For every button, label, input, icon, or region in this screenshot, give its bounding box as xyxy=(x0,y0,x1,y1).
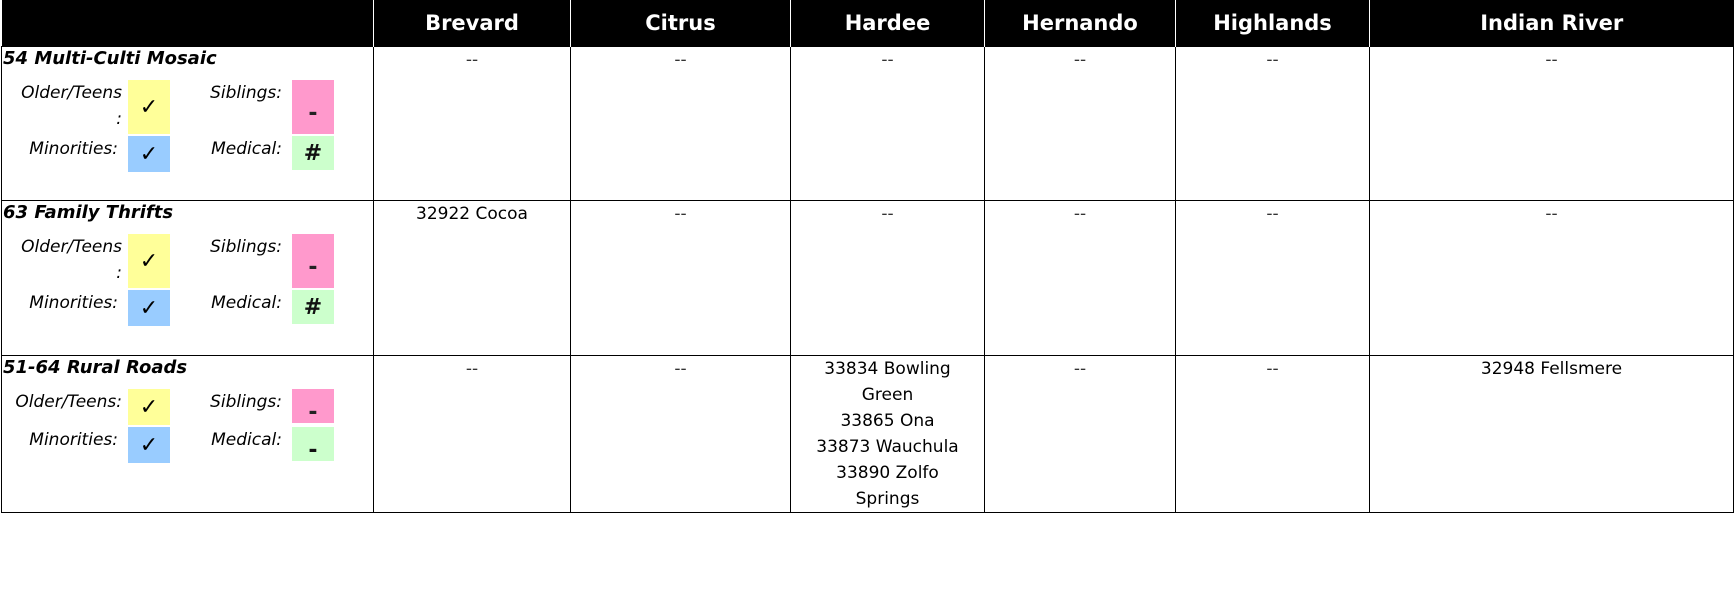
zip-line: Springs xyxy=(855,489,920,509)
siblings-mark: - xyxy=(292,80,334,134)
segment-attributes xyxy=(2,389,373,463)
cell-brevard: -- xyxy=(374,47,571,201)
header-highlands: Highlands xyxy=(1176,0,1370,47)
medical-mark: # xyxy=(292,290,334,324)
minorities-check-icon: ✓ xyxy=(128,136,170,172)
siblings-mark: - xyxy=(292,389,334,423)
older-teens-label: Older/Teens : xyxy=(21,83,122,129)
header-citrus: Citrus xyxy=(571,0,791,47)
siblings-label: Siblings: xyxy=(210,237,282,257)
medical-mark: - xyxy=(292,427,334,461)
cell-indian-river: 32948 Fellsmere xyxy=(1370,356,1734,513)
table-row xyxy=(2,47,1734,201)
cell-hardee: -- xyxy=(791,201,985,356)
cell-hernando: -- xyxy=(985,356,1176,513)
segment-title: 54 Multi-Culti Mosaic xyxy=(3,48,217,69)
header-hernando: Hernando xyxy=(985,0,1176,47)
cell-citrus: -- xyxy=(571,356,791,513)
cell-hardee: -- xyxy=(791,47,985,201)
segment-attributes xyxy=(2,80,373,172)
siblings-label: Siblings: xyxy=(210,392,282,412)
table-row xyxy=(2,356,1734,513)
cell-highlands: -- xyxy=(1176,356,1370,513)
minorities-label: Minorities: xyxy=(29,430,118,450)
medical-label: Medical: xyxy=(211,430,282,450)
siblings-label: Siblings: xyxy=(210,83,282,103)
zip-line: 33890 Zolfo xyxy=(836,463,939,483)
siblings-mark: - xyxy=(292,234,334,288)
zip-line: Green xyxy=(861,385,914,405)
cell-indian-river: -- xyxy=(1370,201,1734,356)
cell-brevard: -- xyxy=(374,356,571,513)
cell-highlands: -- xyxy=(1176,47,1370,201)
zip-line: 33865 Ona xyxy=(840,411,935,431)
cell-citrus: -- xyxy=(571,47,791,201)
cell-citrus: -- xyxy=(571,201,791,356)
older-teens-check-icon: ✓ xyxy=(128,80,170,134)
minorities-label: Minorities: xyxy=(29,293,118,313)
cell-hardee xyxy=(791,356,985,513)
cell-hernando: -- xyxy=(985,201,1176,356)
segment-title: 51-64 Rural Roads xyxy=(3,357,188,378)
header-segment xyxy=(2,0,374,47)
header-hardee: Hardee xyxy=(791,0,985,47)
medical-label: Medical: xyxy=(211,139,282,159)
minorities-check-icon: ✓ xyxy=(128,427,170,463)
segment-title: 63 Family Thrifts xyxy=(3,202,174,223)
older-teens-label: Older/Teens: xyxy=(15,392,122,412)
county-segment-table xyxy=(1,0,1734,513)
medical-label: Medical: xyxy=(211,293,282,313)
cell-brevard: 32922 Cocoa xyxy=(374,201,571,356)
older-teens-check-icon: ✓ xyxy=(128,234,170,288)
segment-cell xyxy=(2,47,374,201)
older-teens-label: Older/Teens : xyxy=(21,237,122,283)
segment-cell xyxy=(2,201,374,356)
segment-attributes xyxy=(2,234,373,326)
cell-highlands: -- xyxy=(1176,201,1370,356)
zip-line: 33834 Bowling xyxy=(824,359,951,379)
cell-hernando: -- xyxy=(985,47,1176,201)
cell-indian-river: -- xyxy=(1370,47,1734,201)
medical-mark: # xyxy=(292,136,334,170)
header-row xyxy=(2,0,1734,47)
header-brevard: Brevard xyxy=(374,0,571,47)
segment-cell xyxy=(2,356,374,513)
zip-line: 33873 Wauchula xyxy=(816,437,959,457)
minorities-check-icon: ✓ xyxy=(128,290,170,326)
header-indian-river: Indian River xyxy=(1370,0,1734,47)
minorities-label: Minorities: xyxy=(29,139,118,159)
table-row xyxy=(2,201,1734,356)
older-teens-check-icon: ✓ xyxy=(128,389,170,425)
